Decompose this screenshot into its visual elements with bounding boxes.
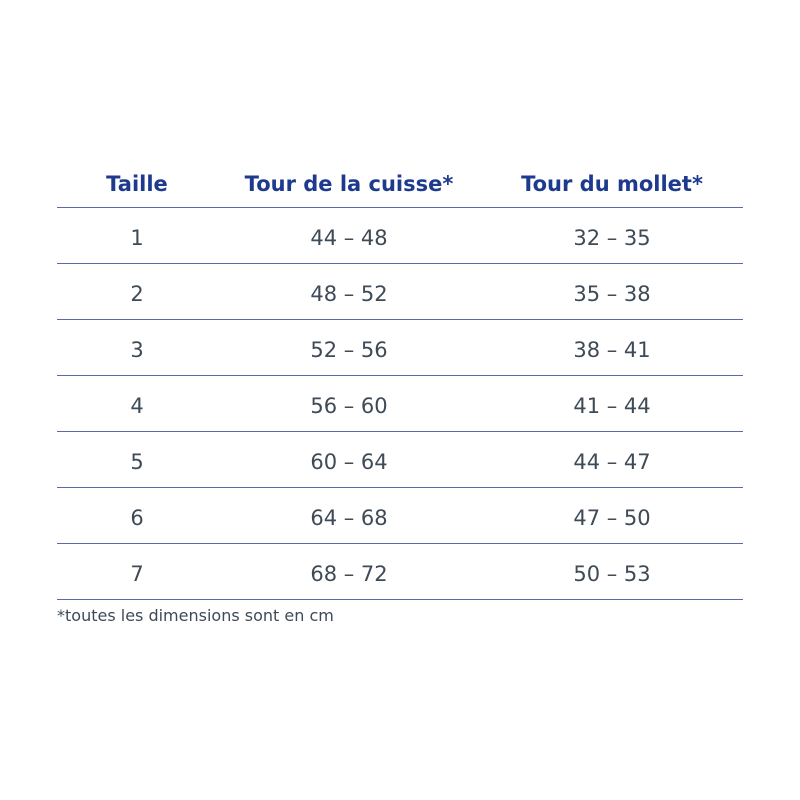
- cell-cuisse: 56 – 60: [310, 393, 388, 418]
- cell-mollet: 38 – 41: [573, 337, 651, 362]
- cell-taille: 3: [130, 337, 144, 362]
- header-tour-mollet: Tour du mollet*: [521, 171, 703, 196]
- footnote: *toutes les dimensions sont en cm: [57, 606, 334, 625]
- header-tour-cuisse: Tour de la cuisse*: [244, 171, 454, 196]
- cell-cuisse: 44 – 48: [310, 225, 388, 250]
- cell-cuisse: 52 – 56: [310, 337, 388, 362]
- table-row: [57, 432, 743, 488]
- table-row: [57, 208, 743, 264]
- cell-taille: 4: [130, 393, 144, 418]
- header-taille: Taille: [106, 171, 168, 196]
- cell-cuisse: 60 – 64: [310, 449, 388, 474]
- cell-mollet: 32 – 35: [573, 225, 651, 250]
- cell-taille: 6: [130, 505, 144, 530]
- cell-mollet: 44 – 47: [573, 449, 651, 474]
- cell-taille: 1: [130, 225, 144, 250]
- cell-taille: 7: [130, 561, 144, 586]
- size-table: [57, 152, 743, 600]
- cell-taille: 2: [130, 281, 144, 306]
- table-row: [57, 264, 743, 320]
- table-row: [57, 320, 743, 376]
- table-row: [57, 488, 743, 544]
- cell-mollet: 50 – 53: [573, 561, 651, 586]
- cell-mollet: 41 – 44: [573, 393, 651, 418]
- cell-mollet: 47 – 50: [573, 505, 651, 530]
- table-header-row: [57, 152, 743, 208]
- table-row: [57, 376, 743, 432]
- table-row: [57, 544, 743, 600]
- cell-mollet: 35 – 38: [573, 281, 651, 306]
- cell-taille: 5: [130, 449, 144, 474]
- cell-cuisse: 68 – 72: [310, 561, 388, 586]
- cell-cuisse: 48 – 52: [310, 281, 388, 306]
- cell-cuisse: 64 – 68: [310, 505, 388, 530]
